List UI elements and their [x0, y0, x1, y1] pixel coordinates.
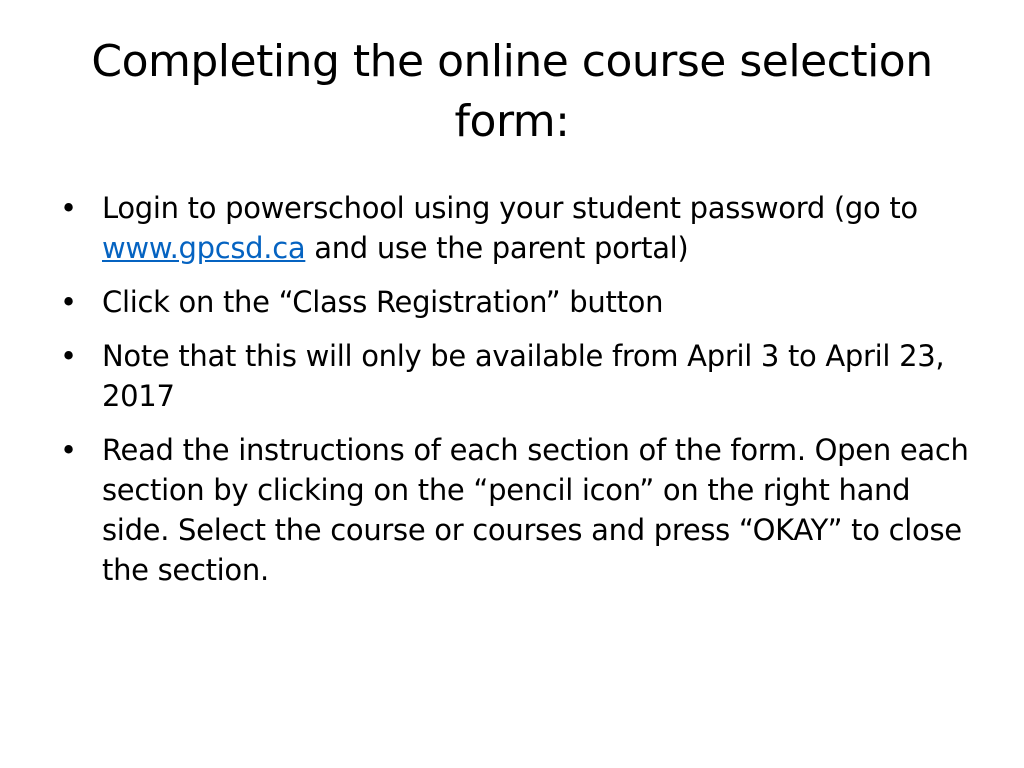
bullet-item-availability — [60, 336, 970, 416]
bullet-dot-icon: • — [60, 191, 77, 225]
bullet-dot-icon: • — [60, 285, 77, 319]
bullet-dot-icon: • — [60, 433, 77, 467]
slide-title: Completing the online course selection form: — [91, 36, 933, 147]
bullet-item-instructions — [60, 430, 970, 590]
gpcsd-link[interactable]: www.gpcsd.ca — [102, 231, 306, 265]
bullet-text-instructions: Read the instructions of each section of the form. Open each section by clicking on the “pencil icon” on the right hand side. Select the course or courses and press “OKAY” to close the section. — [102, 433, 969, 587]
bullet-text-class-registration: Click on the “Class Registration” button — [102, 285, 664, 319]
bullet-text-login-before: Login to powerschool using your student password (go to — [102, 191, 918, 225]
bullet-item-class-registration — [60, 282, 970, 322]
bullet-dot-icon: • — [60, 339, 77, 373]
bullet-text-login-after: and use the parent portal) — [305, 231, 689, 265]
bullet-text-availability: Note that this will only be available from April 3 to April 23, 2017 — [102, 339, 945, 413]
bullet-item-login — [60, 188, 970, 268]
bullet-list — [60, 188, 970, 604]
